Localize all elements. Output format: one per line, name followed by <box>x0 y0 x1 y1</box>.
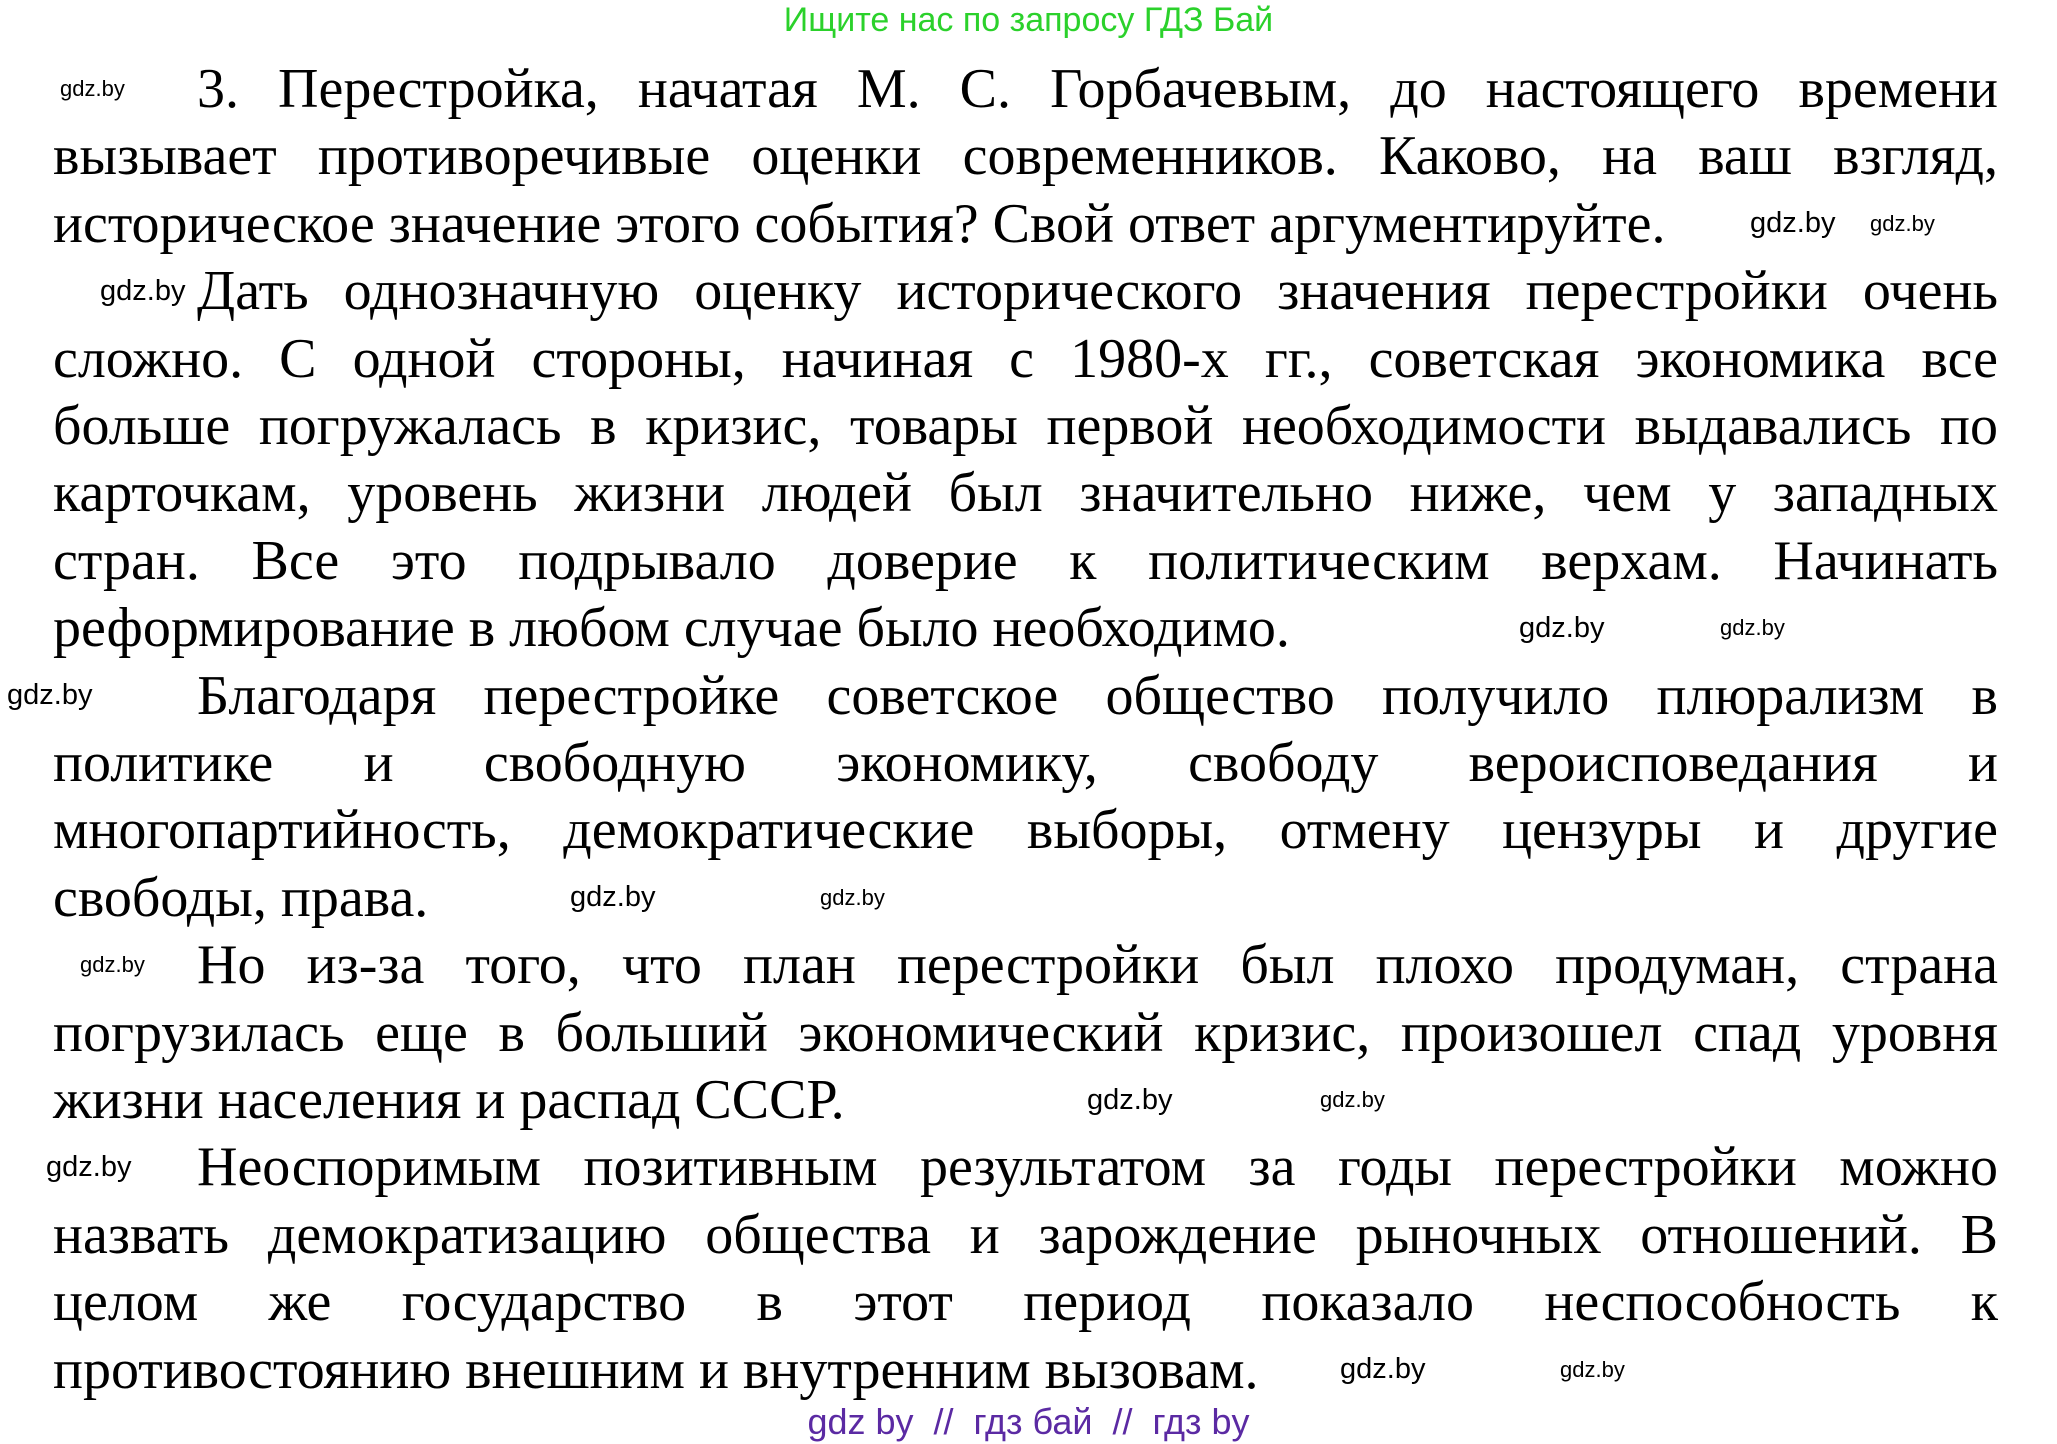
watermark: gdz.by <box>1340 1353 1426 1386</box>
answer-line <box>197 260 1998 323</box>
watermark: gdz.by <box>1870 210 1935 236</box>
line-text: погрузилась еще в больший экономический кризис, произошел спад уровня <box>53 1001 1998 1064</box>
watermark: gdz.by <box>1560 1356 1625 1382</box>
watermark: gdz.by <box>60 76 125 101</box>
line-text: карточкам, уровень жизни людей был значительно ниже, чем у западных <box>53 462 1998 525</box>
answer-line <box>197 1136 1998 1199</box>
answer-line <box>197 934 1998 997</box>
answer-line <box>197 664 1998 727</box>
line-text: больше погружалась в кризис, товары первой необходимости выдавались по <box>53 395 1998 457</box>
answer-line <box>53 1203 1998 1266</box>
question-line <box>197 58 1998 120</box>
watermark: gdz.by <box>820 884 885 910</box>
answer-line <box>53 395 1998 457</box>
line-text: Дать однозначную оценку исторического значения перестройки очень <box>197 260 1998 323</box>
line-text: Но из-за того, что план перестройки был плохо продуман, страна <box>197 934 1998 997</box>
watermark: gdz.by <box>1320 1087 1385 1112</box>
answer-line <box>53 462 1998 525</box>
answer-line <box>53 799 1998 862</box>
watermark: gdz.by <box>46 1150 132 1183</box>
watermark: gdz.by <box>7 679 93 712</box>
watermark: gdz.by <box>100 274 186 307</box>
answer-line <box>53 1069 1998 1131</box>
search-hint-header: Ищите нас по запросу ГДЗ Бай <box>783 1 1274 39</box>
question-line <box>53 125 1998 188</box>
watermark: gdz.by <box>570 881 656 914</box>
line-text: политике и свободную экономику, свободу вероисповедания и <box>53 732 1998 794</box>
line-text: многопартийность, демократические выборы, отмену цензуры и другие <box>53 799 1998 862</box>
line-text: Неоспоримым позитивным результатом за годы перестройки можно <box>197 1136 1998 1199</box>
site-footer: gdz by // гдз бай // гдз by <box>807 1401 1250 1442</box>
watermark: gdz.by <box>1720 615 1785 641</box>
line-text: стран. Все это подрывало доверие к политическим верхам. Начинать <box>53 529 1998 592</box>
watermark: gdz.by <box>1087 1083 1173 1116</box>
answer-line <box>53 732 1998 794</box>
line-text: 3. Перестройка, начатая М. С. Горбачевым, до настоящего времени <box>197 58 1998 120</box>
line-text: Благодаря перестройке советское общество получило плюрализм в <box>197 664 1998 727</box>
watermark: gdz.by <box>80 952 145 978</box>
answer-line <box>53 597 1998 660</box>
line-text: историческое значение этого события? Свой ответ аргументируйте. <box>53 192 1666 255</box>
answer-line <box>53 1338 1998 1401</box>
answer-line <box>53 1271 1998 1334</box>
watermark: gdz.by <box>1750 207 1836 240</box>
line-text: свободы, права. <box>53 866 429 929</box>
answer-line <box>53 529 1998 592</box>
line-text: реформирование в любом случае было необходимо. <box>53 597 1290 660</box>
watermark: gdz.by <box>1519 611 1605 644</box>
line-text: вызывает противоречивые оценки современников. Каково, на ваш взгляд, <box>53 125 1998 188</box>
answer-line <box>53 1001 1998 1064</box>
question-line <box>53 192 1998 255</box>
line-text: целом же государство в этот период показало неспособность к <box>53 1271 1998 1334</box>
answer-line <box>53 327 1998 390</box>
answer-line <box>53 866 1998 929</box>
line-text: сложно. С одной стороны, начиная с 1980-х гг., советская экономика все <box>53 327 1998 390</box>
line-text: жизни населения и распад СССР. <box>53 1069 845 1131</box>
line-text: назвать демократизацию общества и зарождение рыночных отношений. В <box>53 1203 1998 1266</box>
line-text: противостоянию внешним и внутренним вызовам. <box>53 1338 1259 1401</box>
